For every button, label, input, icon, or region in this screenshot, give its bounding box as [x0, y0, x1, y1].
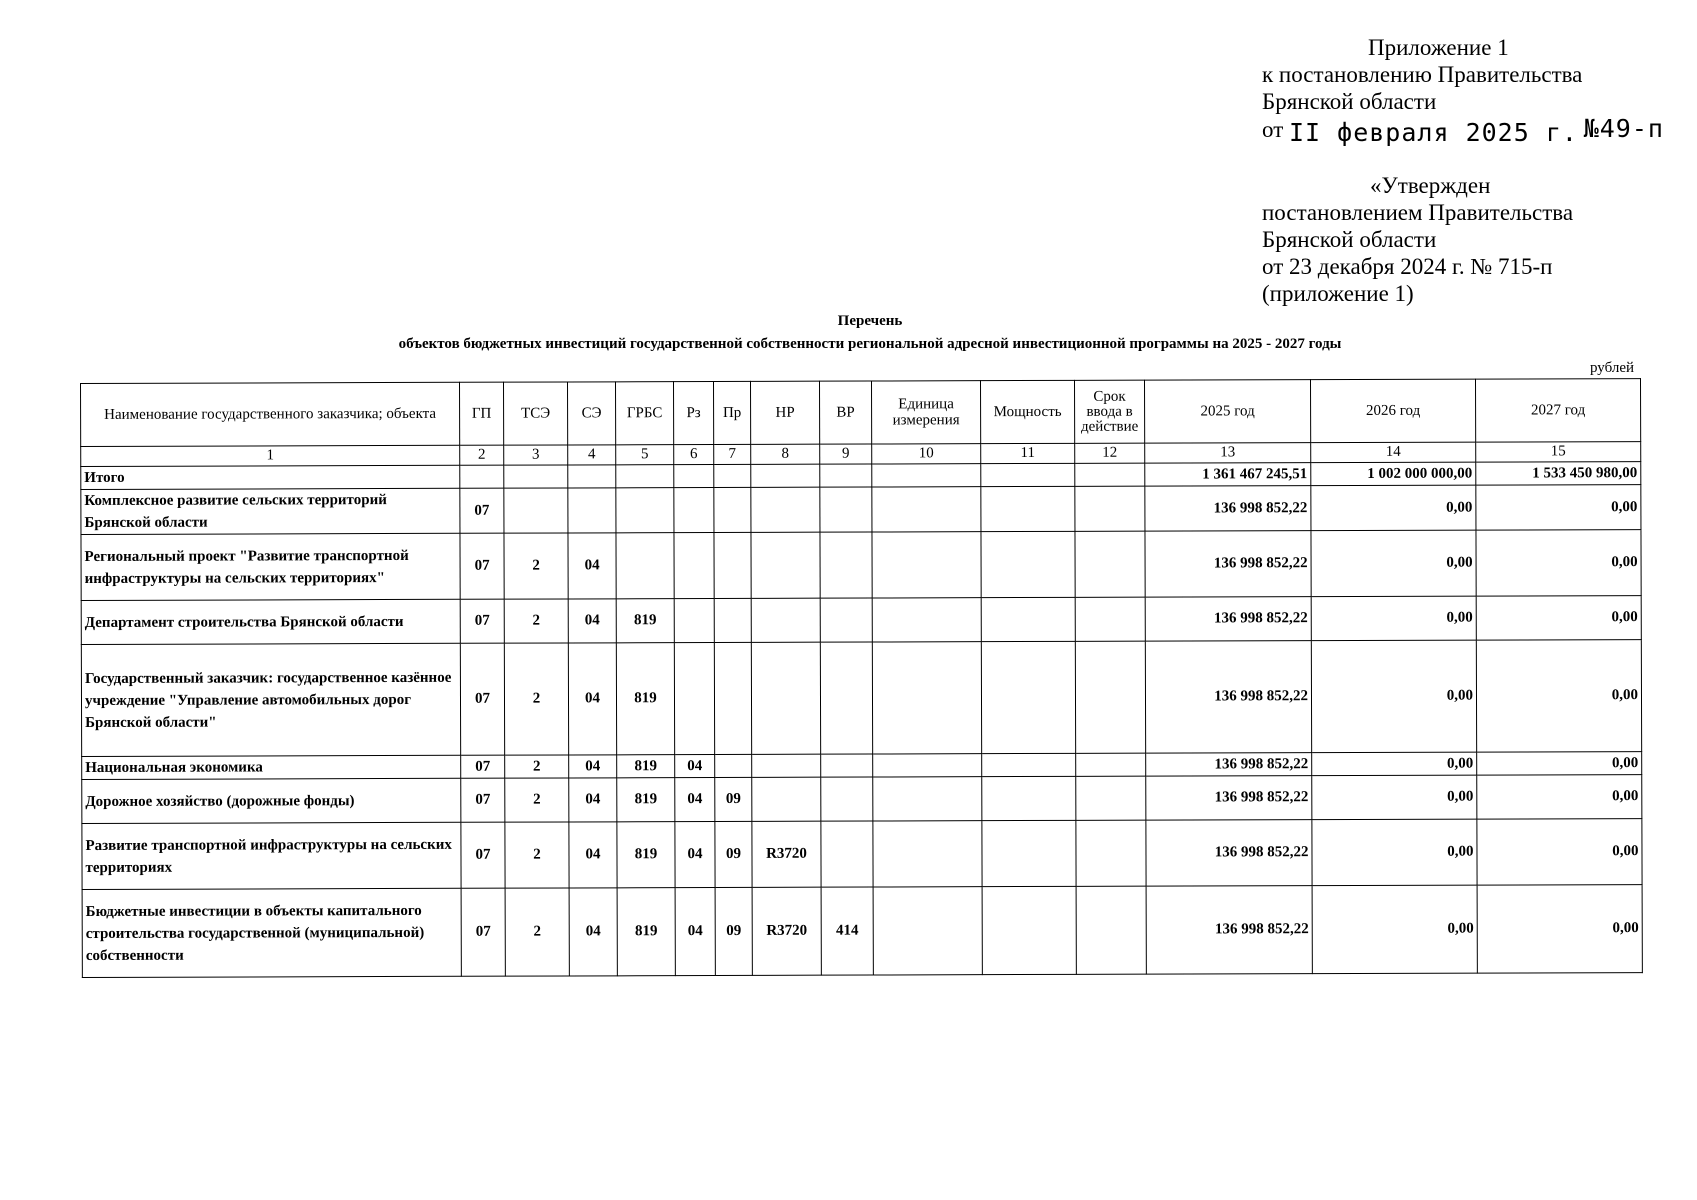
row-2025: 136 998 852,22: [1146, 753, 1312, 777]
row-capacity: [981, 486, 1075, 531]
column-number: 13: [1145, 443, 1311, 464]
row-2025: 136 998 852,22: [1146, 776, 1312, 821]
row-tse: 2: [505, 888, 569, 976]
row-grbs: 819: [617, 822, 675, 888]
table-row: [81, 530, 1641, 601]
row-unit: [872, 532, 981, 598]
appendix-line-3: Брянской области: [1262, 89, 1437, 114]
row-2025: 136 998 852,22: [1146, 886, 1312, 975]
header-gp: ГП: [459, 382, 503, 445]
appendix-date-line: [1262, 115, 1664, 147]
row-2027: 0,00: [1476, 530, 1641, 597]
row-nr: R3720: [752, 821, 821, 887]
row-name: Бюджетные инвестиции в объекты капитального строительства государственной (муниципальной) собственности: [82, 888, 461, 977]
row-nr: [751, 487, 820, 532]
row-vr: [820, 487, 872, 532]
row-tse: [504, 488, 568, 533]
approval-line-4: от 23 декабря 2024 г. № 715-п: [1262, 254, 1553, 279]
row-rz: [674, 643, 714, 755]
row-se: 04: [569, 755, 617, 778]
column-number: 15: [1476, 442, 1641, 463]
row-2026: 0,00: [1311, 596, 1476, 641]
header-vr: ВР: [819, 381, 871, 444]
header-rz: Рз: [673, 382, 713, 445]
row-commissioning: [1076, 886, 1146, 974]
row-gp: 07: [460, 533, 504, 599]
row-grbs: 819: [617, 888, 675, 976]
table-row: [81, 485, 1641, 535]
row-2027: 0,00: [1477, 819, 1642, 886]
row-unit: [872, 598, 981, 642]
total-label: Итого: [81, 465, 460, 489]
row-commissioning: [1076, 753, 1146, 776]
row-nr: [751, 642, 820, 754]
appendix-line-1: Приложение 1: [1368, 35, 1509, 60]
row-unit: [873, 821, 982, 887]
column-number: 7: [714, 444, 751, 464]
row-2025: 136 998 852,22: [1145, 531, 1311, 598]
row-name: Государственный заказчик: государственное казённое учреждение "Управление автомобильных дорог Брянской области": [81, 643, 460, 756]
row-name: Национальная экономика: [82, 755, 461, 779]
row-gp: 07: [461, 755, 505, 778]
row-rz: 04: [675, 778, 715, 822]
header-2026: 2026 год: [1310, 379, 1475, 443]
table-row: [81, 596, 1641, 645]
row-rz: [674, 599, 714, 643]
row-vr: 414: [821, 887, 873, 975]
header-row: [81, 379, 1641, 447]
row-2025: 136 998 852,22: [1146, 820, 1312, 887]
row-gp: 07: [461, 778, 505, 822]
row-2026: 0,00: [1311, 485, 1476, 531]
row-2026: 0,00: [1311, 640, 1476, 753]
row-se: [568, 488, 616, 533]
row-capacity: [982, 886, 1076, 974]
row-rz: [674, 488, 714, 533]
row-name: Дорожное хозяйство (дорожные фонды): [82, 778, 461, 823]
row-rz: 04: [675, 822, 715, 888]
row-se: 04: [568, 533, 616, 599]
row-capacity: [982, 820, 1076, 886]
row-vr: [821, 777, 873, 821]
units-label: рублей: [1590, 360, 1635, 376]
row-2027: 0,00: [1477, 885, 1642, 974]
row-rz: [674, 533, 714, 599]
row-name: Комплексное развитие сельских территорий Брянской области: [81, 488, 460, 534]
row-vr: [820, 642, 872, 754]
table-row: [81, 640, 1641, 757]
row-capacity: [981, 531, 1075, 597]
column-number: 4: [568, 445, 616, 465]
row-gp: 07: [460, 643, 504, 755]
row-commissioning: [1075, 486, 1145, 531]
approval-line-3: Брянской области: [1262, 227, 1437, 252]
total-2026: 1 002 000 000,00: [1311, 462, 1476, 486]
row-pr: 09: [715, 821, 752, 887]
header-nr: НР: [750, 381, 819, 444]
row-pr: [714, 487, 751, 532]
column-number: 8: [751, 444, 820, 464]
row-grbs: 819: [617, 778, 675, 822]
row-capacity: [981, 641, 1075, 753]
row-nr: [752, 777, 821, 821]
row-2027: 0,00: [1477, 775, 1642, 820]
header-commissioning: Срок ввода в действие: [1074, 380, 1144, 443]
row-2026: 0,00: [1312, 775, 1477, 820]
row-vr: [820, 598, 872, 642]
row-gp: 07: [460, 488, 504, 533]
approval-header: [1262, 172, 1573, 307]
row-name: Департамент строительства Брянской области: [81, 599, 460, 644]
header-pr: Пр: [713, 381, 750, 444]
row-capacity: [982, 753, 1076, 776]
row-name: Развитие транспортной инфраструктуры на сельских территориях: [82, 822, 461, 889]
header-grbs: ГРБС: [615, 382, 673, 445]
row-grbs: 819: [617, 755, 675, 778]
row-name: Региональный проект "Развитие транспортной инфраструктуры на сельских территориях": [81, 533, 460, 600]
row-tse: 2: [504, 643, 568, 755]
row-2026: 0,00: [1311, 530, 1476, 597]
row-unit: [873, 754, 982, 777]
row-pr: [714, 532, 751, 598]
column-number: 6: [674, 445, 714, 465]
table-row: [82, 885, 1642, 978]
header-capacity: Мощность: [980, 380, 1074, 443]
row-tse: 2: [505, 755, 569, 778]
appendix-date-typed: II февраля 2025 г.: [1289, 118, 1578, 147]
row-se: 04: [569, 822, 617, 888]
row-grbs: 819: [616, 643, 674, 755]
row-nr: R3720: [752, 887, 821, 975]
approval-line-2: постановлением Правительства: [1262, 200, 1574, 225]
row-vr: [821, 754, 873, 777]
row-commissioning: [1075, 641, 1145, 753]
row-commissioning: [1075, 597, 1145, 641]
row-2027: 0,00: [1476, 640, 1641, 753]
table-row: [82, 775, 1642, 824]
row-pr: 09: [715, 777, 752, 821]
column-number: 1: [81, 445, 460, 466]
row-tse: 2: [505, 822, 569, 888]
row-nr: [751, 532, 820, 598]
row-2025: 136 998 852,22: [1145, 486, 1311, 532]
column-number: 11: [981, 443, 1075, 463]
total-2025: 1 361 467 245,51: [1145, 463, 1311, 487]
row-2026: 0,00: [1312, 752, 1477, 776]
row-unit: [873, 777, 982, 821]
approval-line-1: «Утвержден: [1370, 173, 1491, 198]
header-se: СЭ: [567, 382, 615, 445]
row-se: 04: [569, 888, 617, 976]
column-number: 12: [1075, 443, 1145, 463]
row-nr: [751, 598, 820, 642]
document-subtitle: объектов бюджетных инвестиций государственной собственности региональной адресной инвестиционной программы на 2025 - 2027 годы: [398, 336, 1342, 352]
row-commissioning: [1076, 820, 1146, 886]
row-grbs: [616, 488, 674, 533]
header-2027: 2027 год: [1475, 379, 1640, 443]
row-pr: [714, 598, 751, 642]
table-row: [82, 819, 1642, 890]
document-title: Перечень: [837, 313, 903, 329]
approval-line-5: (приложение 1): [1262, 281, 1414, 306]
row-tse: 2: [504, 599, 568, 643]
row-commissioning: [1076, 776, 1146, 820]
appendix-date-prefix: от: [1262, 117, 1284, 142]
row-grbs: 819: [616, 599, 674, 643]
column-number: 2: [460, 445, 504, 465]
row-2025: 136 998 852,22: [1145, 597, 1311, 642]
header-tse: ТСЭ: [503, 382, 567, 445]
row-pr: 09: [715, 887, 752, 975]
row-vr: [820, 532, 872, 598]
row-2027: 0,00: [1476, 596, 1641, 641]
column-number: 10: [872, 444, 981, 464]
column-number: 5: [616, 445, 674, 465]
row-unit: [873, 887, 982, 975]
row-2026: 0,00: [1312, 885, 1477, 974]
row-rz: 04: [675, 888, 715, 976]
row-unit: [872, 487, 981, 532]
appendix-number-typed: №49-п: [1583, 114, 1664, 143]
row-gp: 07: [460, 599, 504, 643]
row-vr: [821, 821, 873, 887]
row-pr: [715, 754, 752, 777]
row-tse: 2: [504, 533, 568, 599]
header-2025: 2025 год: [1144, 380, 1310, 444]
row-gp: 07: [461, 888, 505, 976]
row-2025: 136 998 852,22: [1145, 641, 1311, 754]
total-2027: 1 533 450 980,00: [1476, 462, 1641, 486]
row-capacity: [981, 597, 1075, 641]
row-pr: [714, 642, 751, 754]
investment-table: [80, 378, 1643, 978]
row-unit: [872, 642, 981, 754]
header-unit: Единица измерения: [871, 381, 980, 444]
row-2026: 0,00: [1312, 819, 1477, 886]
column-number: 14: [1311, 442, 1476, 463]
row-grbs: [616, 533, 674, 599]
appendix-header: [1262, 34, 1664, 147]
row-2027: 0,00: [1477, 752, 1642, 776]
row-capacity: [982, 776, 1076, 820]
row-tse: 2: [505, 778, 569, 822]
row-se: 04: [569, 778, 617, 822]
row-se: 04: [568, 643, 616, 755]
column-number: 9: [820, 444, 872, 464]
row-nr: [752, 754, 821, 777]
row-commissioning: [1075, 531, 1145, 597]
row-gp: 07: [461, 822, 505, 888]
row-rz: 04: [675, 755, 715, 778]
header-name: Наименование государственного заказчика; объекта: [81, 382, 460, 446]
row-2027: 0,00: [1476, 485, 1641, 531]
appendix-line-2: к постановлению Правительства: [1262, 62, 1583, 87]
column-number: 3: [504, 445, 568, 465]
row-se: 04: [568, 599, 616, 643]
